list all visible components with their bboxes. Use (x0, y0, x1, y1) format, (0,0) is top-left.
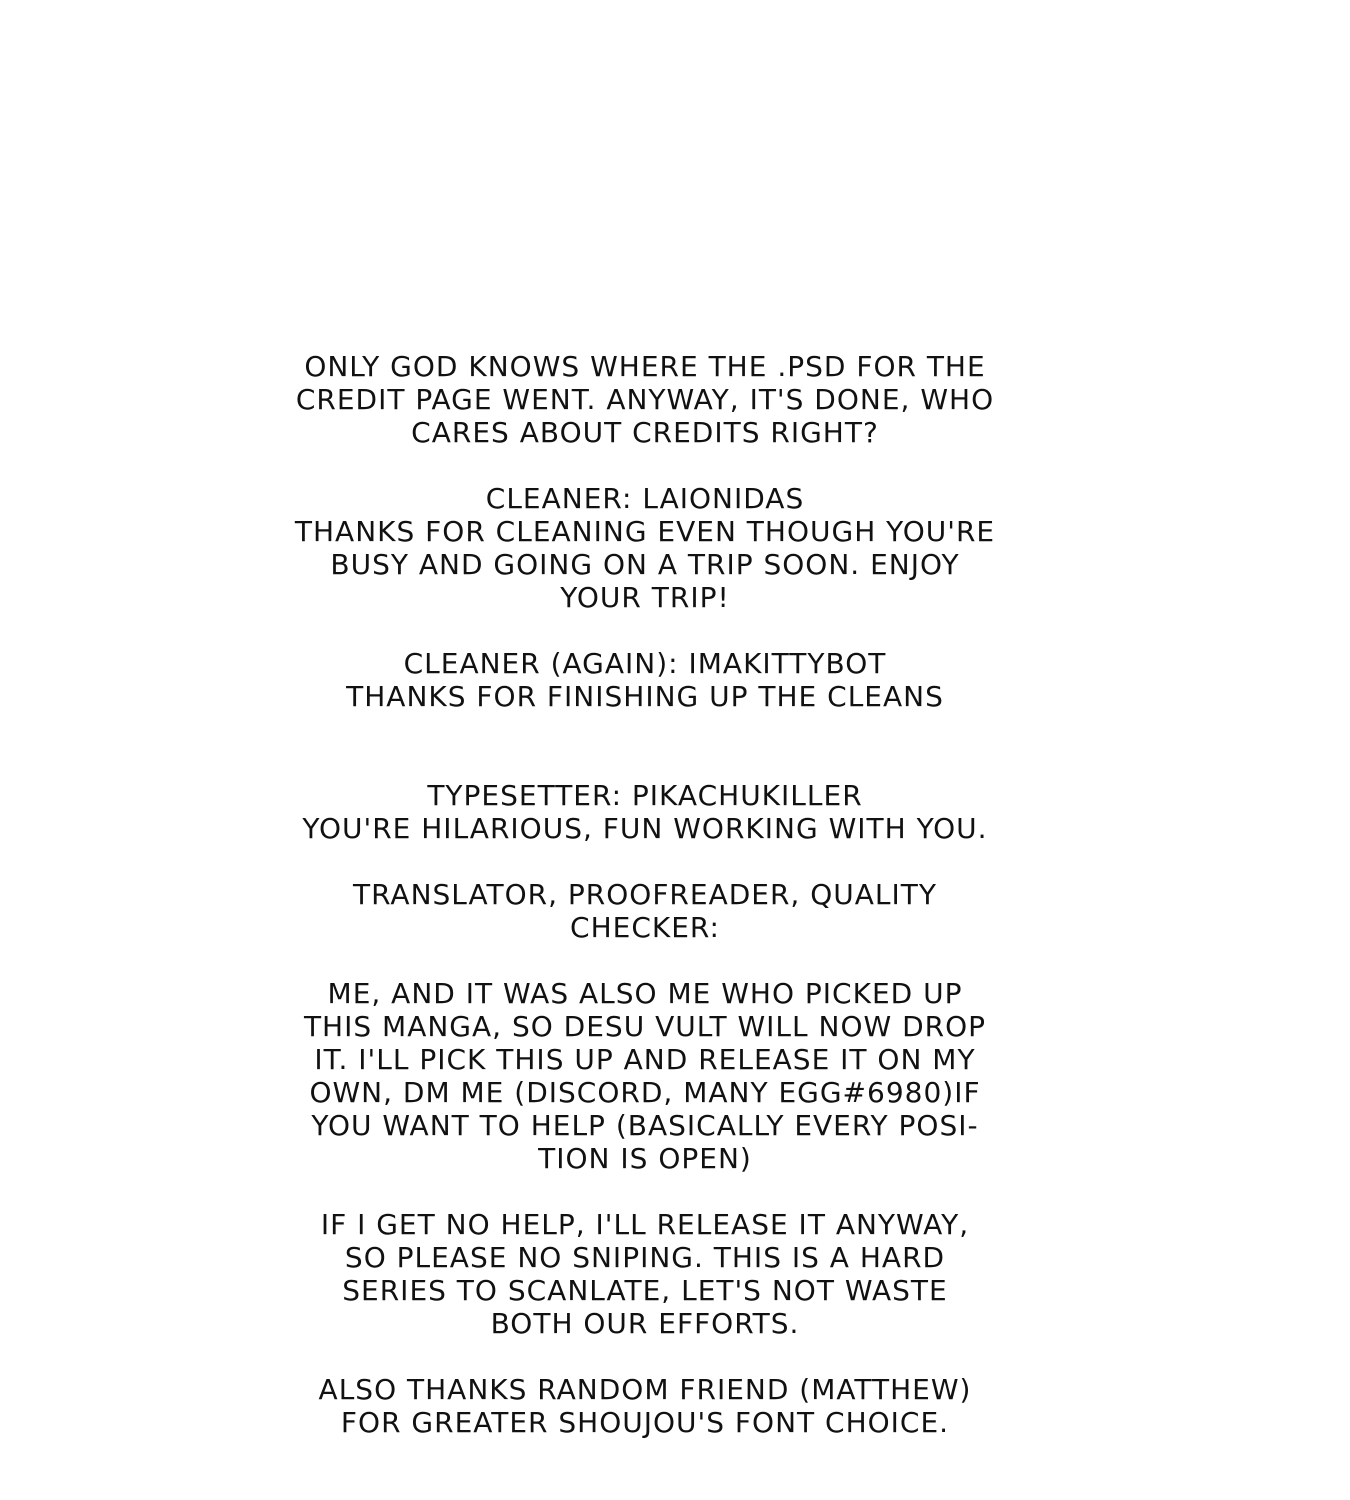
spacer (270, 944, 1020, 977)
me-line: THIS MANGA, SO DESU VULT WILL NOW DROP (303, 1010, 987, 1043)
spacer (270, 614, 1020, 647)
me-line: ME, AND IT WAS ALSO ME WHO PICKED UP (327, 977, 963, 1010)
cleaner-heading: CLEANER: LAIONIDAS (485, 482, 805, 515)
me-line: YOU WANT TO HELP (BASICALLY EVERY POSI- (311, 1109, 979, 1142)
translator-heading: CHECKER: (570, 911, 720, 944)
cleaner-line: BUSY AND GOING ON A TRIP SOON. ENJOY (330, 548, 960, 581)
me-line: IT. I'LL PICK THIS UP AND RELEASE IT ON MY (314, 1043, 976, 1076)
intro-paragraph (270, 350, 1020, 449)
me-line: OWN, DM ME (DISCORD, MANY EGG#6980)IF (309, 1076, 981, 1109)
cleaner-again-heading: CLEANER (AGAIN): IMAKITTYBOT (403, 647, 887, 680)
thanks-line: FOR GREATER SHOUJOU'S FONT CHOICE. (340, 1406, 950, 1439)
spacer (270, 1340, 1020, 1373)
translator-heading: TRANSLATOR, PROOFREADER, QUALITY (352, 878, 937, 911)
cleaner-line: YOUR TRIP! (560, 581, 730, 614)
spacer (270, 1175, 1020, 1208)
intro-line: CREDIT PAGE WENT. ANYWAY, IT'S DONE, WHO (295, 383, 995, 416)
spacer (270, 449, 1020, 482)
cleaner-again-line: THANKS FOR FINISHING UP THE CLEANS (346, 680, 944, 713)
cleaner-again-paragraph (270, 647, 1020, 713)
intro-line: ONLY GOD KNOWS WHERE THE .PSD FOR THE (304, 350, 986, 383)
no-sniping-line: BOTH OUR EFFORTS. (490, 1307, 800, 1340)
credits-text-block (270, 350, 1020, 1439)
typesetter-heading: TYPESETTER: PIKACHUKILLER (427, 779, 863, 812)
me-line: TION IS OPEN) (538, 1142, 752, 1175)
cleaner-paragraph (270, 482, 1020, 614)
translator-paragraph (270, 878, 1020, 944)
no-sniping-line: SO PLEASE NO SNIPING. THIS IS A HARD (344, 1241, 946, 1274)
no-sniping-line: IF I GET NO HELP, I'LL RELEASE IT ANYWAY, (320, 1208, 970, 1241)
intro-line: CARES ABOUT CREDITS RIGHT? (411, 416, 879, 449)
spacer (270, 713, 1020, 779)
spacer (270, 845, 1020, 878)
typesetter-line: YOU'RE HILARIOUS, FUN WORKING WITH YOU. (302, 812, 988, 845)
cleaner-line: THANKS FOR CLEANING EVEN THOUGH YOU'RE (294, 515, 996, 548)
no-sniping-line: SERIES TO SCANLATE, LET'S NOT WASTE (342, 1274, 948, 1307)
thanks-line: ALSO THANKS RANDOM FRIEND (MATTHEW) (318, 1373, 972, 1406)
typesetter-paragraph (270, 779, 1020, 845)
no-sniping-paragraph (270, 1208, 1020, 1340)
thanks-paragraph (270, 1373, 1020, 1439)
me-paragraph (270, 977, 1020, 1175)
